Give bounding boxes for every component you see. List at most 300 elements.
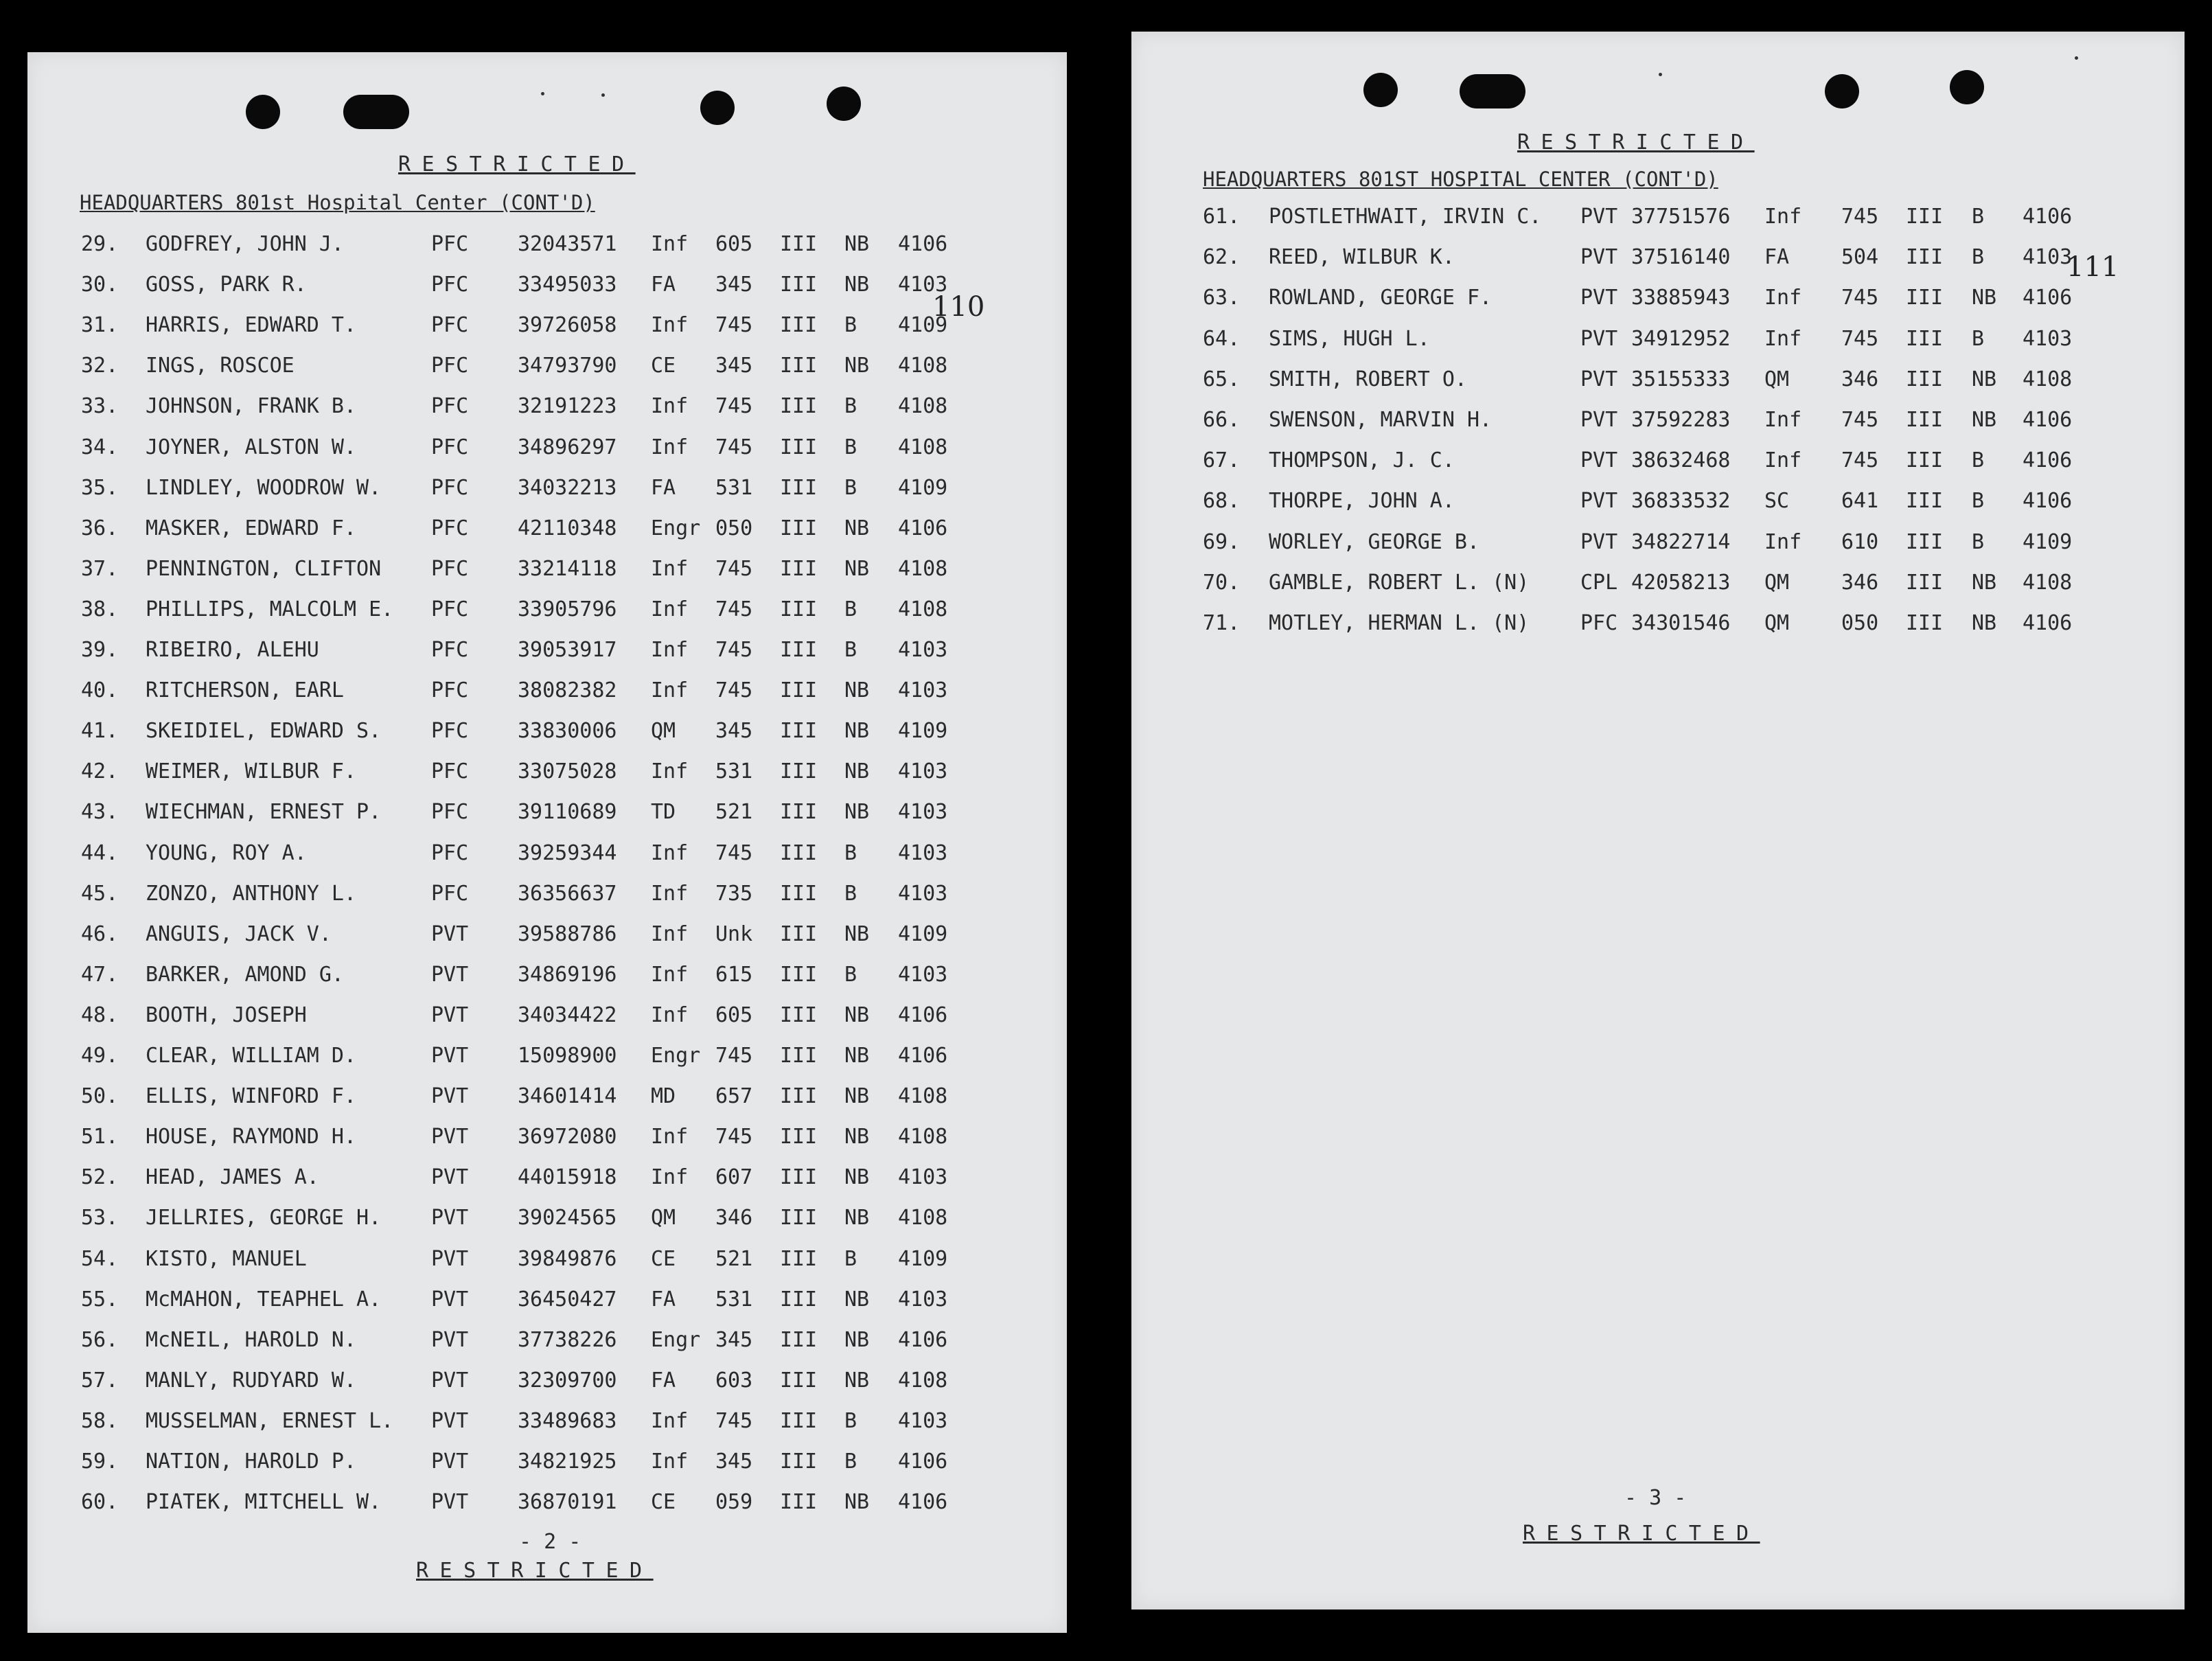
cell-code: B bbox=[844, 1246, 857, 1271]
cell-rank: PVT bbox=[1580, 529, 1618, 554]
cell-name: CLEAR, WILLIAM D. bbox=[146, 1044, 357, 1068]
cell-name: NATION, HAROLD P. bbox=[146, 1450, 357, 1474]
cell-serial: 39849876 bbox=[518, 1246, 617, 1271]
cell-loc: 4106 bbox=[2023, 611, 2073, 635]
cell-branch: Inf bbox=[1764, 326, 1802, 351]
cell-branch: Inf bbox=[651, 962, 689, 987]
table-row bbox=[1131, 205, 2185, 232]
table-row bbox=[1131, 489, 2185, 516]
cell-cls: III bbox=[780, 232, 818, 256]
cell-branch: FA bbox=[651, 1287, 676, 1311]
cell-code: B bbox=[844, 475, 857, 500]
cell-mos: 745 bbox=[715, 313, 753, 338]
cell-name: KISTO, MANUEL bbox=[146, 1246, 307, 1271]
table-row bbox=[27, 1247, 1067, 1274]
cell-name: PIATEK, MITCHELL W. bbox=[146, 1490, 382, 1515]
cell-cls: III bbox=[780, 1287, 818, 1311]
cell-rank: PFC bbox=[431, 273, 469, 297]
cell-cls: III bbox=[780, 759, 818, 784]
cell-mos: 745 bbox=[715, 1125, 753, 1149]
table-row bbox=[27, 1044, 1067, 1071]
cell-branch: Inf bbox=[651, 1125, 689, 1149]
cell-rank: PFC bbox=[431, 719, 469, 744]
cell-branch: Inf bbox=[651, 759, 689, 784]
cell-branch: Engr bbox=[651, 1327, 701, 1352]
cell-mos: 745 bbox=[1841, 205, 1879, 229]
cell-mos: 050 bbox=[715, 516, 753, 540]
cell-rank: PVT bbox=[431, 1003, 469, 1027]
cell-loc: 4103 bbox=[898, 1287, 948, 1311]
cell-serial: 33885943 bbox=[1631, 286, 1731, 310]
cell-loc: 4108 bbox=[898, 1125, 948, 1149]
cell-loc: 4108 bbox=[2023, 367, 2073, 391]
cell-branch: QM bbox=[651, 1206, 676, 1230]
cell-name: LINDLEY, WOODROW W. bbox=[146, 475, 382, 500]
table-row bbox=[1131, 611, 2185, 639]
table-row bbox=[27, 759, 1067, 787]
cell-mos: 745 bbox=[715, 1044, 753, 1068]
cell-name: YOUNG, ROY A. bbox=[146, 840, 307, 865]
cell-mos: 745 bbox=[1841, 326, 1879, 351]
cell-num: 70. bbox=[1203, 570, 1241, 595]
cell-mos: 745 bbox=[1841, 448, 1879, 473]
cell-serial: 39726058 bbox=[518, 313, 617, 338]
cell-serial: 34601414 bbox=[518, 1084, 617, 1109]
cell-name: HOUSE, RAYMOND H. bbox=[146, 1125, 357, 1149]
cell-loc: 4109 bbox=[898, 1246, 948, 1271]
cell-code: NB bbox=[844, 800, 870, 825]
cell-mos: 745 bbox=[715, 678, 753, 703]
cell-mos: 605 bbox=[715, 1003, 753, 1027]
cell-code: NB bbox=[844, 556, 870, 581]
cell-rank: PVT bbox=[431, 1327, 469, 1352]
cell-name: SIMS, HUGH L. bbox=[1269, 326, 1430, 351]
cell-code: B bbox=[1972, 326, 1985, 351]
punch-hole bbox=[827, 87, 861, 121]
cell-branch: FA bbox=[1764, 245, 1790, 270]
cell-num: 67. bbox=[1203, 448, 1241, 473]
cell-rank: PFC bbox=[431, 394, 469, 419]
cell-serial: 33905796 bbox=[518, 597, 617, 621]
cell-rank: PFC bbox=[1580, 611, 1618, 635]
cell-code: B bbox=[1972, 448, 1985, 473]
cell-code: NB bbox=[844, 1327, 870, 1352]
cell-num: 35. bbox=[81, 475, 119, 500]
cell-name: ZONZO, ANTHONY L. bbox=[146, 881, 357, 906]
page-number: - 2 - bbox=[519, 1530, 581, 1554]
cell-rank: PFC bbox=[431, 678, 469, 703]
cell-loc: 4108 bbox=[898, 394, 948, 419]
cell-code: B bbox=[844, 638, 857, 662]
cell-loc: 4103 bbox=[898, 881, 948, 906]
table-row bbox=[1131, 245, 2185, 273]
table-row bbox=[27, 678, 1067, 706]
cell-num: 57. bbox=[81, 1368, 119, 1393]
cell-code: NB bbox=[844, 1084, 870, 1109]
cell-loc: 4109 bbox=[898, 921, 948, 946]
cell-num: 50. bbox=[81, 1084, 119, 1109]
cell-name: THOMPSON, J. C. bbox=[1269, 448, 1455, 473]
cell-cls: III bbox=[780, 1490, 818, 1515]
cell-branch: Inf bbox=[1764, 448, 1802, 473]
cell-name: THORPE, JOHN A. bbox=[1269, 489, 1455, 514]
cell-loc: 4108 bbox=[2023, 570, 2073, 595]
punch-hole bbox=[1460, 74, 1525, 108]
cell-rank: PVT bbox=[1580, 448, 1618, 473]
cell-loc: 4108 bbox=[898, 1368, 948, 1393]
cell-mos: 745 bbox=[715, 840, 753, 865]
table-row bbox=[27, 435, 1067, 463]
cell-branch: CE bbox=[651, 1246, 676, 1271]
table-row bbox=[27, 841, 1067, 869]
cell-name: HEAD, JAMES A. bbox=[146, 1165, 319, 1190]
table-row bbox=[27, 313, 1067, 341]
cell-loc: 4109 bbox=[898, 313, 948, 338]
cell-cls: III bbox=[1906, 205, 1944, 229]
cell-rank: PFC bbox=[431, 516, 469, 540]
cell-serial: 15098900 bbox=[518, 1044, 617, 1068]
cell-branch: Inf bbox=[1764, 205, 1802, 229]
cell-name: INGS, ROSCOE bbox=[146, 354, 295, 378]
punch-hole bbox=[1950, 70, 1984, 104]
cell-mos: 641 bbox=[1841, 489, 1879, 514]
cell-name: MOTLEY, HERMAN L. (N) bbox=[1269, 611, 1530, 635]
cell-name: RITCHERSON, EARL bbox=[146, 678, 344, 703]
document-page-3 bbox=[1131, 32, 2185, 1610]
cell-serial: 32309700 bbox=[518, 1368, 617, 1393]
cell-num: 64. bbox=[1203, 326, 1241, 351]
cell-serial: 33075028 bbox=[518, 759, 617, 784]
cell-cls: III bbox=[780, 435, 818, 459]
speck bbox=[1659, 73, 1662, 76]
cell-name: MUSSELMAN, ERNEST L. bbox=[146, 1408, 394, 1433]
cell-mos: 745 bbox=[715, 556, 753, 581]
cell-name: BOOTH, JOSEPH bbox=[146, 1003, 307, 1027]
cell-code: NB bbox=[1972, 367, 1997, 391]
cell-rank: PVT bbox=[1580, 286, 1618, 310]
cell-loc: 4106 bbox=[2023, 448, 2073, 473]
speck bbox=[2075, 56, 2078, 60]
cell-num: 65. bbox=[1203, 367, 1241, 391]
cell-serial: 33489683 bbox=[518, 1408, 617, 1433]
cell-cls: III bbox=[1906, 448, 1944, 473]
cell-name: GAMBLE, ROBERT L. (N) bbox=[1269, 570, 1530, 595]
cell-num: 61. bbox=[1203, 205, 1241, 229]
cell-num: 33. bbox=[81, 394, 119, 419]
table-row bbox=[1131, 571, 2185, 598]
table-row bbox=[27, 476, 1067, 503]
cell-mos: 745 bbox=[715, 1408, 753, 1433]
cell-loc: 4106 bbox=[2023, 489, 2073, 514]
cell-branch: Inf bbox=[651, 394, 689, 419]
speck bbox=[541, 92, 544, 95]
cell-mos: 603 bbox=[715, 1368, 753, 1393]
cell-cls: III bbox=[780, 1327, 818, 1352]
cell-name: BARKER, AMOND G. bbox=[146, 962, 344, 987]
cell-rank: PVT bbox=[431, 1450, 469, 1474]
cell-serial: 36356637 bbox=[518, 881, 617, 906]
table-row bbox=[27, 1084, 1067, 1112]
cell-serial: 38632468 bbox=[1631, 448, 1731, 473]
cell-rank: PFC bbox=[431, 597, 469, 621]
cell-num: 66. bbox=[1203, 408, 1241, 432]
cell-loc: 4103 bbox=[898, 840, 948, 865]
cell-name: ROWLAND, GEORGE F. bbox=[1269, 286, 1493, 310]
cell-loc: 4106 bbox=[898, 1450, 948, 1474]
cell-name: JELLRIES, GEORGE H. bbox=[146, 1206, 382, 1230]
cell-serial: 38082382 bbox=[518, 678, 617, 703]
cell-name: GOSS, PARK R. bbox=[146, 273, 307, 297]
cell-code: NB bbox=[844, 273, 870, 297]
cell-code: B bbox=[844, 1450, 857, 1474]
cell-cls: III bbox=[1906, 245, 1944, 270]
cell-rank: PVT bbox=[431, 1125, 469, 1149]
cell-num: 32. bbox=[81, 354, 119, 378]
cell-rank: PVT bbox=[1580, 367, 1618, 391]
cell-branch: Inf bbox=[651, 1408, 689, 1433]
cell-num: 43. bbox=[81, 800, 119, 825]
cell-cls: III bbox=[780, 881, 818, 906]
cell-name: SMITH, ROBERT O. bbox=[1269, 367, 1467, 391]
table-row bbox=[27, 516, 1067, 544]
handwritten-page-number: 110 bbox=[932, 291, 985, 323]
cell-rank: CPL bbox=[1580, 570, 1618, 595]
cell-num: 39. bbox=[81, 638, 119, 662]
cell-code: NB bbox=[844, 678, 870, 703]
cell-serial: 34822714 bbox=[1631, 529, 1731, 554]
cell-serial: 33495033 bbox=[518, 273, 617, 297]
cell-num: 47. bbox=[81, 962, 119, 987]
cell-num: 58. bbox=[81, 1408, 119, 1433]
cell-num: 37. bbox=[81, 556, 119, 581]
cell-serial: 34869196 bbox=[518, 962, 617, 987]
cell-rank: PVT bbox=[431, 1165, 469, 1190]
table-row bbox=[27, 394, 1067, 422]
cell-num: 53. bbox=[81, 1206, 119, 1230]
cell-rank: PVT bbox=[431, 1044, 469, 1068]
cell-mos: 745 bbox=[715, 638, 753, 662]
cell-code: NB bbox=[844, 232, 870, 256]
cell-num: 54. bbox=[81, 1246, 119, 1271]
cell-mos: 059 bbox=[715, 1490, 753, 1515]
cell-loc: 4103 bbox=[898, 638, 948, 662]
cell-code: B bbox=[844, 840, 857, 865]
cell-branch: SC bbox=[1764, 489, 1790, 514]
cell-code: B bbox=[1972, 489, 1985, 514]
cell-rank: PVT bbox=[1580, 245, 1618, 270]
table-row bbox=[27, 800, 1067, 827]
cell-num: 38. bbox=[81, 597, 119, 621]
cell-code: NB bbox=[844, 1125, 870, 1149]
cell-name: SWENSON, MARVIN H. bbox=[1269, 408, 1493, 432]
cell-branch: Inf bbox=[651, 1165, 689, 1190]
cell-branch: Inf bbox=[1764, 286, 1802, 310]
restricted-footer: RESTRICTED bbox=[416, 1559, 654, 1583]
cell-branch: Inf bbox=[651, 556, 689, 581]
punch-hole bbox=[343, 95, 409, 129]
cell-loc: 4108 bbox=[898, 1206, 948, 1230]
table-row bbox=[1131, 408, 2185, 435]
cell-num: 60. bbox=[81, 1490, 119, 1515]
cell-serial: 36972080 bbox=[518, 1125, 617, 1149]
cell-mos: 531 bbox=[715, 475, 753, 500]
cell-serial: 36870191 bbox=[518, 1490, 617, 1515]
cell-rank: PFC bbox=[431, 840, 469, 865]
cell-code: B bbox=[844, 597, 857, 621]
cell-name: PENNINGTON, CLIFTON bbox=[146, 556, 382, 581]
cell-serial: 34301546 bbox=[1631, 611, 1731, 635]
table-row bbox=[27, 557, 1067, 584]
cell-name: WORLEY, GEORGE B. bbox=[1269, 529, 1480, 554]
table-row bbox=[1131, 448, 2185, 476]
cell-serial: 37751576 bbox=[1631, 205, 1731, 229]
cell-mos: 531 bbox=[715, 759, 753, 784]
cell-name: McNEIL, HAROLD N. bbox=[146, 1327, 357, 1352]
cell-serial: 34821925 bbox=[518, 1450, 617, 1474]
table-row bbox=[27, 1287, 1067, 1315]
table-row bbox=[27, 1490, 1067, 1517]
cell-branch: CE bbox=[651, 354, 676, 378]
cell-code: B bbox=[844, 313, 857, 338]
table-row bbox=[27, 882, 1067, 909]
cell-loc: 4106 bbox=[898, 1327, 948, 1352]
cell-branch: FA bbox=[651, 273, 676, 297]
cell-rank: PFC bbox=[431, 759, 469, 784]
cell-num: 42. bbox=[81, 759, 119, 784]
cell-loc: 4103 bbox=[898, 273, 948, 297]
cell-code: B bbox=[1972, 245, 1985, 270]
cell-num: 62. bbox=[1203, 245, 1241, 270]
cell-name: MANLY, RUDYARD W. bbox=[146, 1368, 357, 1393]
cell-loc: 4103 bbox=[2023, 245, 2073, 270]
cell-cls: III bbox=[780, 1125, 818, 1149]
cell-branch: Inf bbox=[651, 881, 689, 906]
cell-num: 55. bbox=[81, 1287, 119, 1311]
cell-loc: 4109 bbox=[898, 475, 948, 500]
cell-serial: 39110689 bbox=[518, 800, 617, 825]
cell-branch: Inf bbox=[1764, 408, 1802, 432]
cell-num: 52. bbox=[81, 1165, 119, 1190]
table-row bbox=[27, 1206, 1067, 1233]
cell-branch: FA bbox=[651, 475, 676, 500]
cell-num: 31. bbox=[81, 313, 119, 338]
cell-rank: PFC bbox=[431, 354, 469, 378]
cell-cls: III bbox=[780, 597, 818, 621]
cell-branch: QM bbox=[1764, 611, 1790, 635]
cell-branch: FA bbox=[651, 1368, 676, 1393]
table-row bbox=[27, 963, 1067, 990]
punch-hole bbox=[700, 91, 735, 125]
cell-num: 44. bbox=[81, 840, 119, 865]
cell-mos: 607 bbox=[715, 1165, 753, 1190]
table-row bbox=[27, 354, 1067, 381]
table-row bbox=[27, 922, 1067, 950]
cell-cls: III bbox=[780, 313, 818, 338]
cell-cls: III bbox=[1906, 326, 1944, 351]
cell-code: B bbox=[844, 435, 857, 459]
cell-code: B bbox=[844, 394, 857, 419]
table-row bbox=[27, 232, 1067, 260]
cell-cls: III bbox=[780, 921, 818, 946]
cell-mos: 745 bbox=[1841, 286, 1879, 310]
cell-cls: III bbox=[780, 475, 818, 500]
cell-serial: 34912952 bbox=[1631, 326, 1731, 351]
cell-serial: 36833532 bbox=[1631, 489, 1731, 514]
restricted-header: RESTRICTED bbox=[398, 152, 636, 176]
cell-cls: III bbox=[780, 354, 818, 378]
cell-serial: 32043571 bbox=[518, 232, 617, 256]
cell-loc: 4106 bbox=[2023, 286, 2073, 310]
cell-num: 29. bbox=[81, 232, 119, 256]
cell-branch: Inf bbox=[651, 1450, 689, 1474]
cell-cls: III bbox=[780, 273, 818, 297]
cell-serial: 34032213 bbox=[518, 475, 617, 500]
cell-branch: Inf bbox=[651, 435, 689, 459]
cell-serial: 34034422 bbox=[518, 1003, 617, 1027]
cell-num: 69. bbox=[1203, 529, 1241, 554]
cell-rank: PFC bbox=[431, 638, 469, 662]
table-row bbox=[27, 273, 1067, 300]
cell-name: JOHNSON, FRANK B. bbox=[146, 394, 357, 419]
cell-code: NB bbox=[844, 1165, 870, 1190]
cell-num: 30. bbox=[81, 273, 119, 297]
cell-serial: 42110348 bbox=[518, 516, 617, 540]
cell-serial: 39259344 bbox=[518, 840, 617, 865]
cell-num: 49. bbox=[81, 1044, 119, 1068]
table-row bbox=[27, 1409, 1067, 1436]
cell-rank: PFC bbox=[431, 232, 469, 256]
cell-code: NB bbox=[844, 921, 870, 946]
cell-serial: 35155333 bbox=[1631, 367, 1731, 391]
cell-code: NB bbox=[1972, 286, 1997, 310]
cell-code: NB bbox=[1972, 408, 1997, 432]
cell-num: 45. bbox=[81, 881, 119, 906]
cell-rank: PFC bbox=[431, 475, 469, 500]
cell-mos: 745 bbox=[1841, 408, 1879, 432]
punch-hole bbox=[1363, 73, 1398, 107]
cell-rank: PVT bbox=[431, 1084, 469, 1109]
cell-rank: PFC bbox=[431, 556, 469, 581]
cell-cls: III bbox=[780, 1408, 818, 1433]
cell-cls: III bbox=[1906, 489, 1944, 514]
table-row bbox=[27, 1450, 1067, 1477]
cell-branch: QM bbox=[1764, 570, 1790, 595]
cell-serial: 32191223 bbox=[518, 394, 617, 419]
cell-code: NB bbox=[844, 354, 870, 378]
cell-cls: III bbox=[780, 1044, 818, 1068]
cell-cls: III bbox=[1906, 529, 1944, 554]
cell-rank: PFC bbox=[431, 313, 469, 338]
cell-name: HARRIS, EDWARD T. bbox=[146, 313, 357, 338]
cell-loc: 4108 bbox=[898, 354, 948, 378]
cell-branch: Engr bbox=[651, 1044, 701, 1068]
cell-rank: PVT bbox=[1580, 205, 1618, 229]
cell-mos: 605 bbox=[715, 232, 753, 256]
cell-num: 48. bbox=[81, 1003, 119, 1027]
cell-mos: 521 bbox=[715, 1246, 753, 1271]
cell-name: POSTLETHWAIT, IRVIN C. bbox=[1269, 205, 1542, 229]
cell-mos: 735 bbox=[715, 881, 753, 906]
cell-branch: Inf bbox=[651, 678, 689, 703]
cell-branch: Inf bbox=[651, 313, 689, 338]
cell-num: 36. bbox=[81, 516, 119, 540]
cell-cls: III bbox=[780, 840, 818, 865]
cell-loc: 4109 bbox=[898, 719, 948, 744]
cell-name: WEIMER, WILBUR F. bbox=[146, 759, 357, 784]
cell-serial: 33214118 bbox=[518, 556, 617, 581]
cell-num: 68. bbox=[1203, 489, 1241, 514]
table-row bbox=[1131, 286, 2185, 313]
